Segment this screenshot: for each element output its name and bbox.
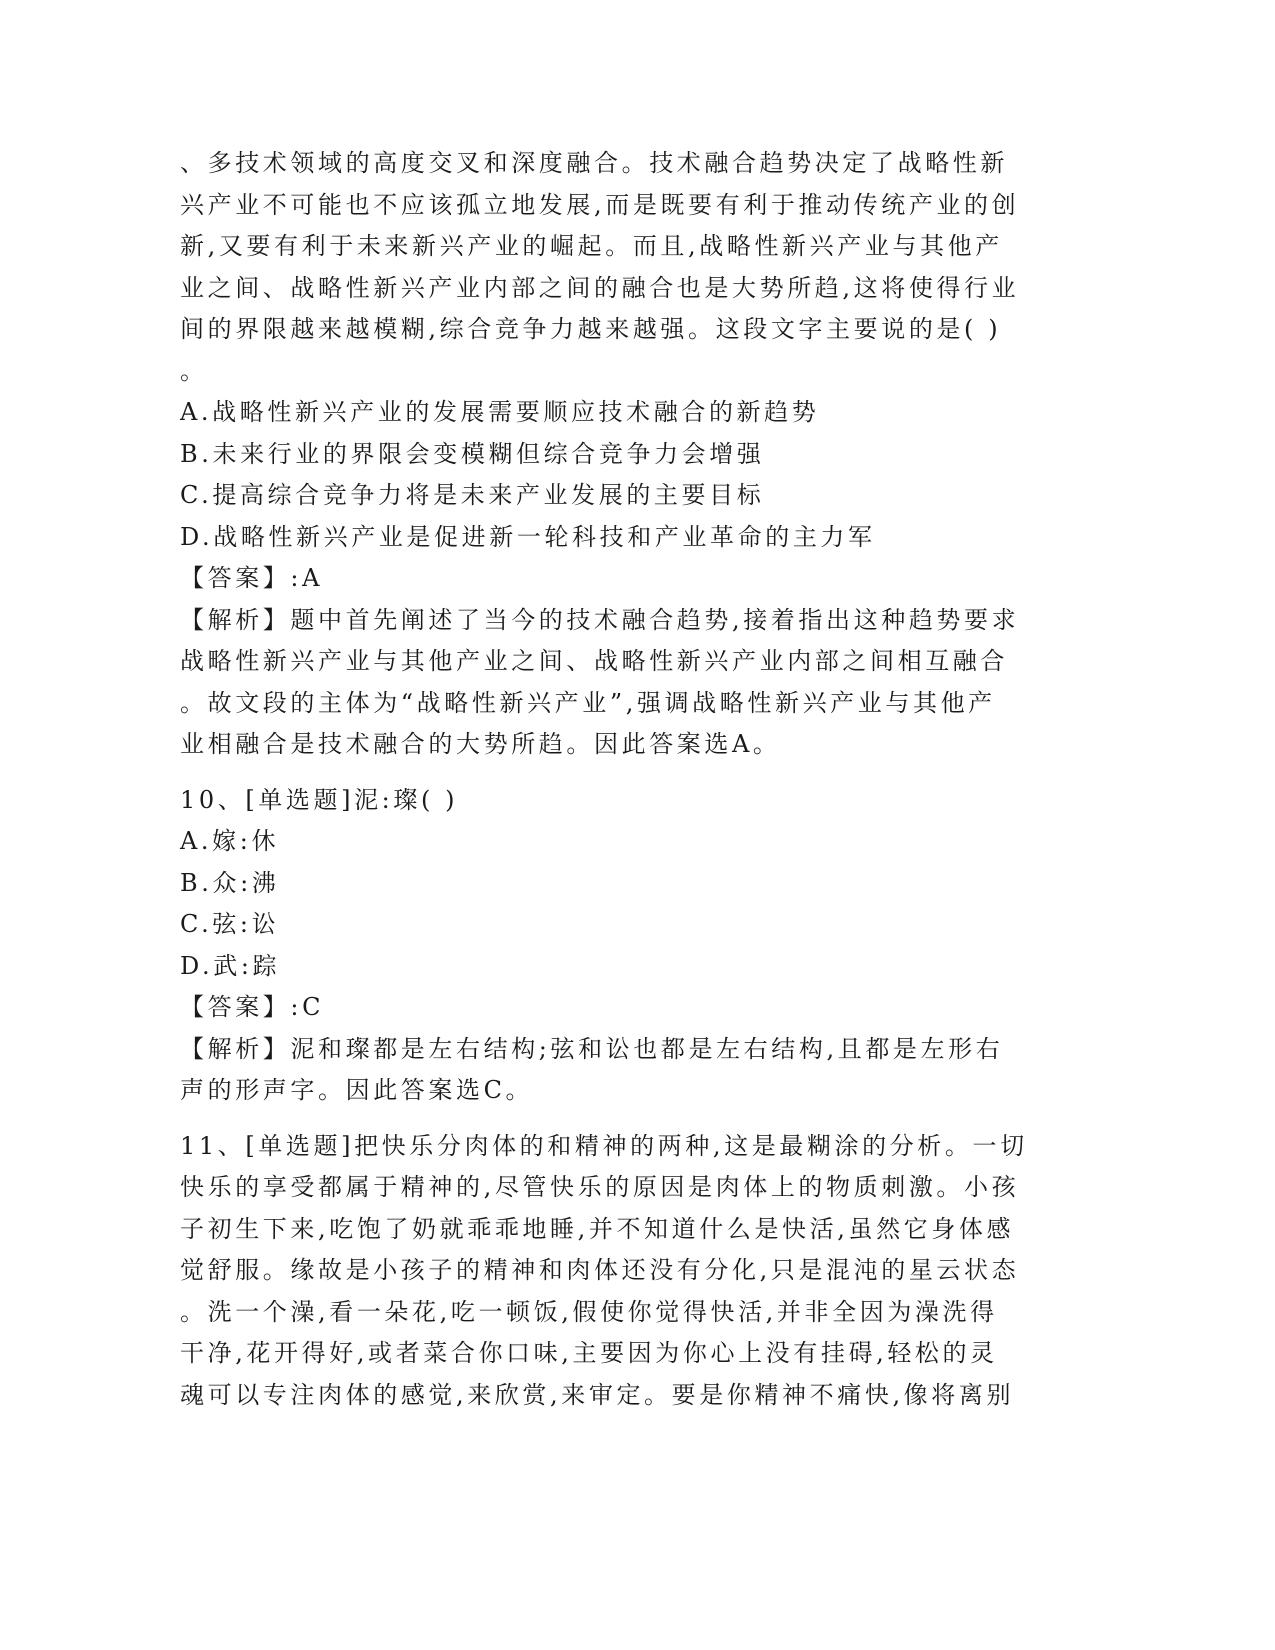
question-9 — [180, 143, 1080, 766]
q9-stem-line: 间的界限越来越模糊,综合竞争力越来越强。这段文字主要说的是( ) — [180, 315, 1002, 343]
q9-option-a: A.战略性新兴产业的发展需要顺应技术融合的新趋势 — [180, 398, 820, 426]
q9-analysis-line: 。故文段的主体为“战略性新兴产业”,强调战略性新兴产业与其他产 — [180, 688, 996, 717]
q10-option-c: C.弦:讼 — [180, 910, 280, 938]
q10-analysis-line: 声的形声字。因此答案选C。 — [180, 1076, 534, 1104]
q9-option-c: C.提高综合竞争力将是未来产业发展的主要目标 — [180, 481, 765, 509]
question-11 — [180, 1126, 1080, 1417]
q9-analysis-line: 【解析】题中首先阐述了当今的技术融合趋势,接着指出这种趋势要求 — [180, 605, 1020, 634]
q11-stem-line: 干净,花开得好,或者菜合你口味,主要因为你心上没有挂碍,轻松的灵 — [180, 1339, 998, 1367]
q9-analysis-line: 战略性新兴产业与其他产业之间、战略性新兴产业内部之间相互融合 — [180, 647, 1008, 675]
q10-analysis-line: 【解析】泥和璨都是左右结构;弦和讼也都是左右结构,且都是左形右 — [180, 1034, 1004, 1063]
q9-stem-line: 业之间、战略性新兴产业内部之间的融合也是大势所趋,这将使得行业 — [180, 273, 1020, 302]
q9-analysis-line: 业相融合是技术融合的大势所趋。因此答案选A。 — [180, 730, 781, 758]
document-page — [180, 143, 1080, 1416]
q10-answer: 【答案】:C — [180, 993, 325, 1021]
q9-stem-line: 、多技术领域的高度交叉和深度融合。技术融合趋势决定了战略性新 — [180, 149, 1008, 177]
q9-answer: 【答案】:A — [180, 564, 324, 592]
q11-stem-line: 觉舒服。缘故是小孩子的精神和肉体还没有分化,只是混沌的星云状态 — [180, 1256, 1020, 1284]
q10-option-d: D.武:踪 — [180, 951, 281, 980]
q10-stem-line: 10、[单选题]泥:璨( ) — [180, 785, 459, 814]
q11-stem-line: 魂可以专注肉体的感觉,来欣赏,来审定。要是你精神不痛快,像将离别 — [180, 1380, 1015, 1409]
question-10 — [180, 780, 1080, 1112]
q9-option-b: B.未来行业的界限会变模糊但综合竞争力会增强 — [180, 439, 765, 468]
q11-stem-line: 子初生下来,吃饱了奶就乖乖地睡,并不知道什么是快活,虽然它身体感 — [180, 1214, 1015, 1243]
q10-option-a: A.嫁:休 — [180, 827, 280, 855]
q9-option-d: D.战略性新兴产业是促进新一轮科技和产业革命的主力军 — [180, 522, 876, 551]
q11-stem-line: 快乐的享受都属于精神的,尽管快乐的原因是肉体上的物质刺激。小孩 — [180, 1173, 1020, 1201]
q9-stem-line: 新,又要有利于未来新兴产业的崛起。而且,战略性新兴产业与其他产 — [180, 232, 1003, 260]
q9-stem-line: 。 — [180, 356, 208, 385]
question-spacer — [180, 1112, 1080, 1126]
q9-stem-line: 兴产业不可能也不应该孤立地发展,而是既要有利于推动传统产业的创 — [180, 190, 1020, 219]
q11-stem-line: 11、[单选题]把快乐分肉体的和精神的两种,这是最糊涂的分析。一切 — [180, 1131, 1028, 1160]
q10-option-b: B.众:沸 — [180, 868, 280, 897]
q11-stem-line: 。洗一个澡,看一朵花,吃一顿饭,假使你觉得快活,并非全因为澡洗得 — [180, 1297, 998, 1326]
question-spacer — [180, 766, 1080, 780]
